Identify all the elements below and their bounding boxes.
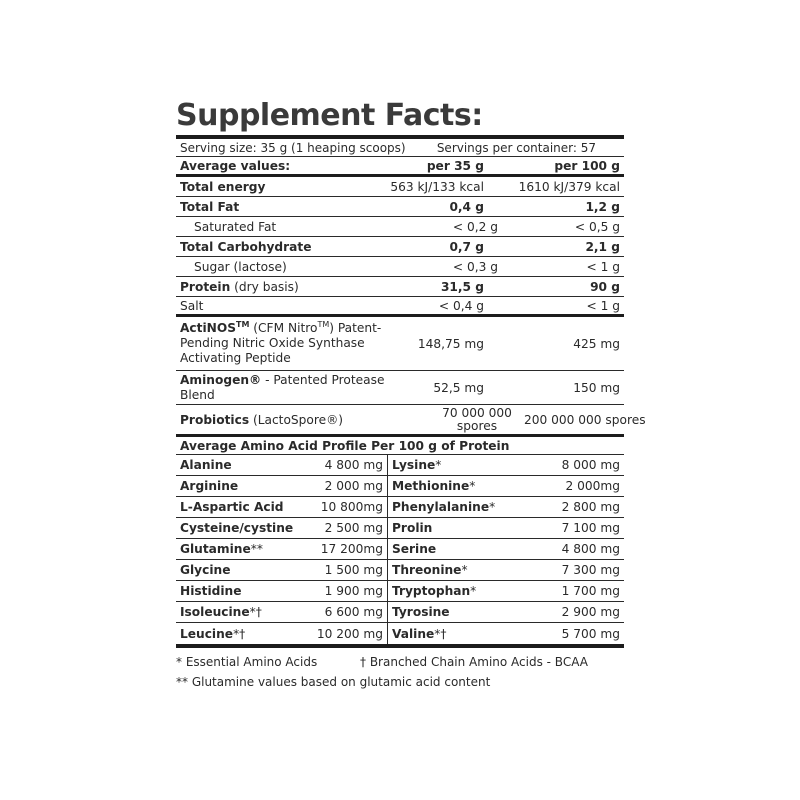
amino-value-right: 4 800 mg	[561, 542, 620, 556]
amino-name: Tryptophan	[392, 584, 471, 598]
amino-row	[176, 602, 624, 623]
footnotes	[176, 652, 624, 692]
nutrient-row-energy	[176, 177, 624, 197]
special-desc: (LactoSpore®)	[249, 412, 344, 427]
nutrient-value-35g: 563 kJ/133 kcal	[390, 179, 484, 194]
nutrient-value-35g: 0,4 g	[449, 199, 484, 214]
nutrient-value-100g: 2,1 g	[585, 239, 620, 254]
nutrient-value-100g: < 0,5 g	[574, 219, 620, 234]
special-value-100g: 200 000 000 spores	[524, 412, 646, 427]
special-value-35g: 52,5 mg	[433, 380, 484, 395]
special-desc-a: (CFM Nitro	[249, 321, 318, 335]
nutrient-value-35g: 0,7 g	[449, 239, 484, 254]
amino-mark: *	[469, 479, 476, 493]
servings-per-container: Servings per container: 57	[436, 140, 596, 155]
amino-name: Lysine	[392, 458, 436, 472]
amino-name-left	[176, 627, 300, 641]
nutrient-value-100g: 90 g	[590, 279, 620, 294]
amino-name-left	[176, 605, 300, 619]
special-label	[180, 413, 390, 427]
page-title: Supplement Facts:	[176, 98, 483, 133]
nutrient-value-35g: < 0,4 g	[438, 298, 484, 313]
amino-mark: *†	[434, 626, 447, 641]
serving-row	[176, 139, 624, 157]
trademark-mark: TM	[236, 319, 250, 329]
amino-name-left	[176, 500, 300, 514]
special-label	[180, 373, 390, 403]
amino-header: Average Amino Acid Profile Per 100 g of Protein	[180, 438, 510, 453]
amino-mark: *	[489, 500, 496, 514]
amino-name: Threonine	[392, 563, 462, 577]
amino-name: Isoleucine	[180, 605, 250, 619]
special-name: Probiotics	[180, 412, 250, 427]
amino-name-right	[388, 563, 512, 577]
amino-name: Phenylalanine	[392, 500, 490, 514]
special-row-probiotics	[176, 405, 646, 437]
nutrient-label: Salt	[180, 298, 204, 313]
nutrient-value-100g: < 1 g	[586, 298, 620, 313]
nutrient-label: Total Fat	[180, 199, 240, 214]
nutrient-row-carbohydrate	[176, 237, 624, 257]
footnote-essential: * Essential Amino Acids	[176, 655, 318, 669]
amino-row	[176, 623, 624, 644]
amino-table	[176, 455, 624, 644]
amino-value-left: 4 800 mg	[300, 455, 388, 475]
amino-row	[176, 539, 624, 560]
nutrient-label-wrap	[180, 280, 390, 294]
amino-name-left	[176, 521, 300, 535]
amino-name-right	[388, 627, 512, 641]
footnote-bcaa: † Branched Chain Amino Acids - BCAA	[360, 655, 588, 669]
serving-size: Serving size: 35 g (1 heaping scoops)	[180, 140, 406, 155]
amino-name-right	[388, 500, 512, 514]
amino-value-right: 5 700 mg	[561, 626, 620, 641]
amino-name: Tyrosine	[392, 605, 450, 619]
amino-name: Histidine	[180, 584, 242, 598]
amino-value-right: 2 800 mg	[561, 500, 620, 514]
amino-value-right: 8 000 mg	[561, 458, 620, 472]
amino-name-left	[176, 458, 300, 472]
amino-name: L-Aspartic Acid	[180, 500, 284, 514]
amino-value-left: 1 900 mg	[300, 581, 388, 601]
amino-name: Glutamine	[180, 542, 251, 556]
amino-name: Cysteine/cystine	[180, 521, 294, 535]
amino-row	[176, 476, 624, 497]
amino-row	[176, 581, 624, 602]
amino-value-left: 17 200mg	[300, 539, 388, 559]
amino-name: Methionine	[392, 479, 470, 493]
special-value-100g: 425 mg	[573, 336, 620, 351]
trademark-mark: TM	[317, 319, 330, 329]
amino-mark: *†	[233, 626, 246, 641]
nutrient-row-saturated-fat	[176, 217, 624, 237]
nutrient-label: Saturated Fat	[194, 219, 277, 234]
amino-mark: *†	[249, 605, 262, 619]
amino-name: Valine	[392, 626, 435, 641]
amino-mark: *	[435, 458, 442, 472]
amino-name-right	[388, 584, 512, 598]
amino-value-right: 2 900 mg	[561, 605, 620, 619]
special-name: ActiNOS	[180, 321, 236, 335]
amino-row	[176, 560, 624, 581]
amino-name-right	[388, 542, 512, 556]
nutrient-label-extra: (dry basis)	[234, 279, 299, 294]
amino-name: Serine	[392, 542, 437, 556]
amino-value-left: 1 500 mg	[300, 560, 388, 580]
nutrient-label: Sugar (lactose)	[194, 259, 287, 274]
amino-value-left: 2 500 mg	[300, 518, 388, 538]
amino-name-right	[388, 479, 512, 493]
amino-value-left: 6 600 mg	[300, 602, 388, 622]
nutrient-row-salt	[176, 297, 624, 317]
header-row	[176, 157, 624, 177]
amino-name: Glycine	[180, 563, 231, 577]
amino-name-right	[388, 521, 512, 535]
special-value-100g: 150 mg	[573, 380, 620, 395]
nutrient-value-100g: 1,2 g	[585, 199, 620, 214]
amino-value-right: 2 000mg	[565, 479, 620, 493]
amino-row	[176, 455, 624, 476]
special-value-35g: 70 000 000 spores	[442, 405, 512, 433]
special-label	[180, 321, 390, 366]
amino-value-left: 10 800mg	[300, 497, 388, 517]
amino-value-right: 7 300 mg	[561, 563, 620, 577]
nutrient-value-35g: < 0,3 g	[452, 259, 498, 274]
nutrient-row-protein	[176, 277, 624, 297]
amino-mark: *	[470, 584, 477, 598]
nutrient-label: Total Carbohydrate	[180, 239, 312, 254]
amino-mark: **	[250, 542, 263, 556]
amino-value-right: 7 100 mg	[561, 521, 620, 535]
supplement-facts-panel	[176, 98, 646, 692]
special-name: Aminogen®	[180, 372, 262, 387]
amino-name-left	[176, 584, 300, 598]
amino-row	[176, 497, 624, 518]
nutrient-value-100g: 1610 kJ/379 kcal	[518, 179, 620, 194]
amino-value-left: 2 000 mg	[300, 476, 388, 496]
amino-value-right: 1 700 mg	[561, 584, 620, 598]
amino-name: Prolin	[392, 521, 433, 535]
nutrient-row-fat	[176, 197, 624, 217]
facts-table	[176, 135, 646, 648]
special-value-35g: 148,75 mg	[417, 336, 484, 351]
nutrient-value-100g: < 1 g	[586, 259, 620, 274]
footnote-glutamine: ** Glutamine values based on glutamic acid content	[176, 675, 491, 689]
amino-name-right	[388, 458, 512, 472]
amino-mark: *	[461, 563, 468, 577]
special-row-aminogen	[176, 371, 624, 405]
amino-name: Alanine	[180, 458, 232, 472]
header-col1: per 35 g	[426, 158, 484, 173]
amino-name-left	[176, 563, 300, 577]
nutrient-value-35g: < 0,2 g	[452, 219, 498, 234]
amino-name: Arginine	[180, 479, 239, 493]
nutrient-row-sugar	[176, 257, 624, 277]
footnote-line-1	[176, 652, 624, 672]
special-row-actinos	[176, 317, 624, 371]
nutrient-label: Total energy	[180, 179, 266, 194]
header-label: Average values:	[180, 158, 291, 173]
amino-name: Leucine	[180, 626, 234, 641]
amino-name-left	[176, 542, 300, 556]
nutrient-label: Protein	[180, 279, 231, 294]
amino-header-row	[176, 437, 624, 455]
amino-row	[176, 518, 624, 539]
amino-value-left: 10 200 mg	[300, 623, 388, 644]
special-desc-b: ) Patent-Pending Nitric Oxide Synthase Activating Peptide	[180, 321, 382, 365]
amino-name-right	[388, 605, 512, 619]
nutrient-value-35g: 31,5 g	[440, 279, 484, 294]
header-col2: per 100 g	[554, 158, 620, 173]
special-desc: - Patented Protease Blend	[180, 372, 385, 402]
amino-name-left	[176, 479, 300, 493]
